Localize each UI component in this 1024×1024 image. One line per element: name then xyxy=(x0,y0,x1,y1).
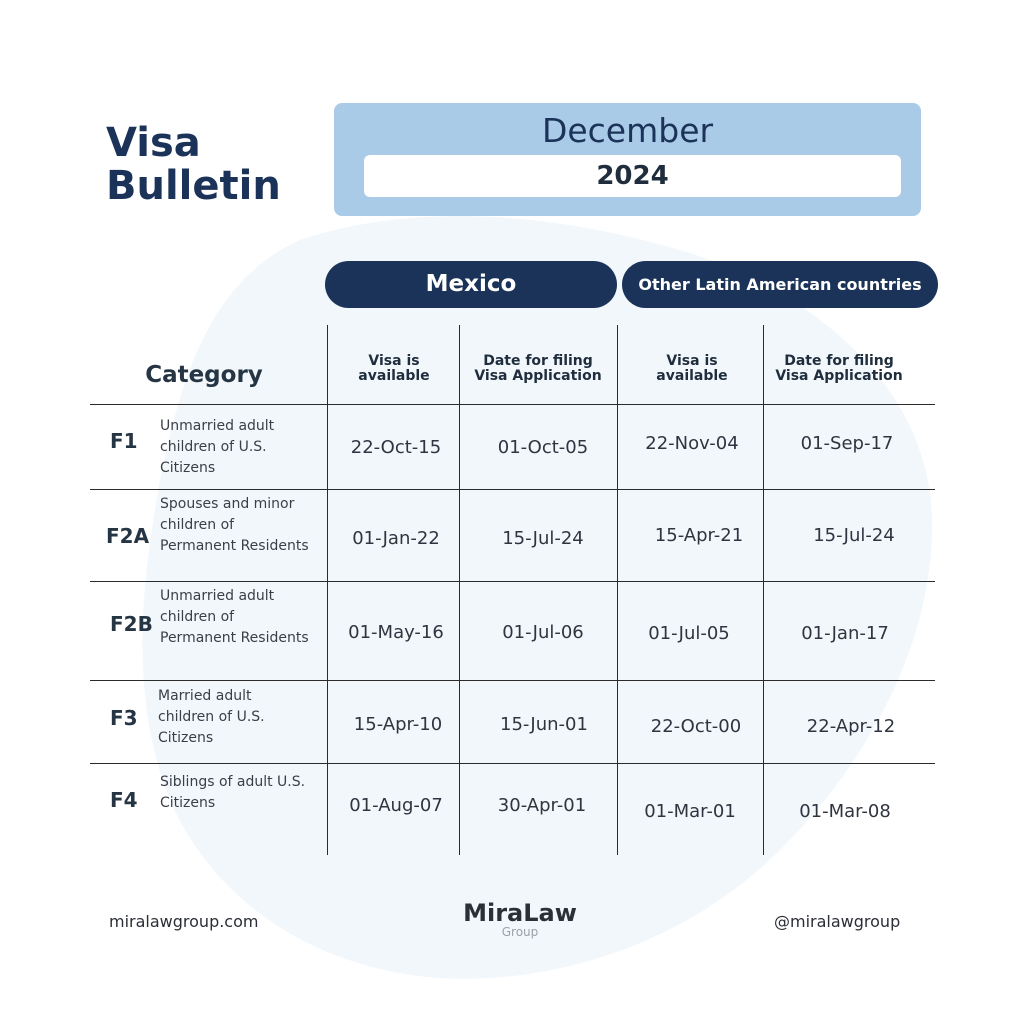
category-code: F2A xyxy=(106,524,150,548)
brand-logo xyxy=(440,900,600,938)
category-code: F2B xyxy=(110,612,153,636)
mx-visa-header xyxy=(330,354,458,384)
category-description: Unmarried adult children of U.S. Citizens xyxy=(160,418,275,476)
row-divider xyxy=(90,763,935,764)
group-other-pill: Other Latin American countries xyxy=(622,261,938,308)
table-cell: 30-Apr-01 xyxy=(497,795,587,816)
category-description: Married adult children of U.S. Citizens xyxy=(158,688,265,746)
row-divider xyxy=(90,404,935,405)
year-field: 2024 xyxy=(364,155,901,197)
logo-sub-text: Group xyxy=(501,925,539,939)
table-cell: 01-Jul-06 xyxy=(502,622,584,643)
category-header: Category xyxy=(145,362,263,388)
table-cell: 15-Jun-01 xyxy=(500,714,588,735)
table-cell: 01-Jan-17 xyxy=(801,623,889,644)
row-divider xyxy=(90,680,935,681)
social-handle-link[interactable]: @miralawgroup xyxy=(774,912,901,931)
month-label: December xyxy=(541,111,714,150)
table-cell: 01-Jan-22 xyxy=(352,528,440,549)
category-code: F3 xyxy=(110,706,138,730)
category-code: F4 xyxy=(110,788,138,812)
table-cell: 01-Mar-01 xyxy=(644,801,736,822)
logo-main-text: MiraLaw xyxy=(463,899,577,927)
table-cell: 15-Apr-21 xyxy=(654,525,744,546)
header-line: available xyxy=(358,368,430,384)
header-line: Visa is xyxy=(368,353,420,369)
table-cell: 22-Nov-04 xyxy=(645,433,739,454)
table-cell: 01-Sep-17 xyxy=(800,433,894,454)
table-cell: 22-Apr-12 xyxy=(806,716,896,737)
table-cell: 01-May-16 xyxy=(348,622,444,643)
category-code: F1 xyxy=(110,429,138,453)
group-mexico-pill: Mexico xyxy=(325,261,617,308)
period-box xyxy=(334,103,921,216)
category-description: Spouses and minor children of Permanent Residents xyxy=(160,496,309,554)
title-line-2: Bulletin xyxy=(106,163,281,209)
other-filing-header xyxy=(764,354,914,384)
header-line: Visa Application xyxy=(775,368,903,384)
table-cell: 01-Jul-05 xyxy=(648,623,730,644)
table-cell: 01-Aug-07 xyxy=(349,795,443,816)
website-link[interactable]: miralawgroup.com xyxy=(109,912,259,931)
table-cell: 01-Oct-05 xyxy=(497,437,589,458)
category-description: Siblings of adult U.S. Citizens xyxy=(160,774,306,811)
table-cell: 22-Oct-00 xyxy=(650,716,742,737)
header-line: Date for filing xyxy=(784,353,894,369)
page-title xyxy=(106,122,281,208)
mx-filing-header xyxy=(460,354,616,384)
category-description: Unmarried adult children of Permanent Residents xyxy=(160,588,309,646)
other-visa-header xyxy=(620,354,764,384)
table-cell: 01-Mar-08 xyxy=(799,801,891,822)
table-cell: 15-Apr-10 xyxy=(353,714,443,735)
title-line-1: Visa xyxy=(106,120,201,166)
row-divider xyxy=(90,489,935,490)
table-cell: 22-Oct-15 xyxy=(350,437,442,458)
table-cell: 15-Jul-24 xyxy=(502,528,584,549)
header-line: Visa is xyxy=(666,353,718,369)
row-divider xyxy=(90,581,935,582)
table-cell: 15-Jul-24 xyxy=(813,525,895,546)
header-line: available xyxy=(656,368,728,384)
header-line: Visa Application xyxy=(474,368,602,384)
header-line: Date for filing xyxy=(483,353,593,369)
